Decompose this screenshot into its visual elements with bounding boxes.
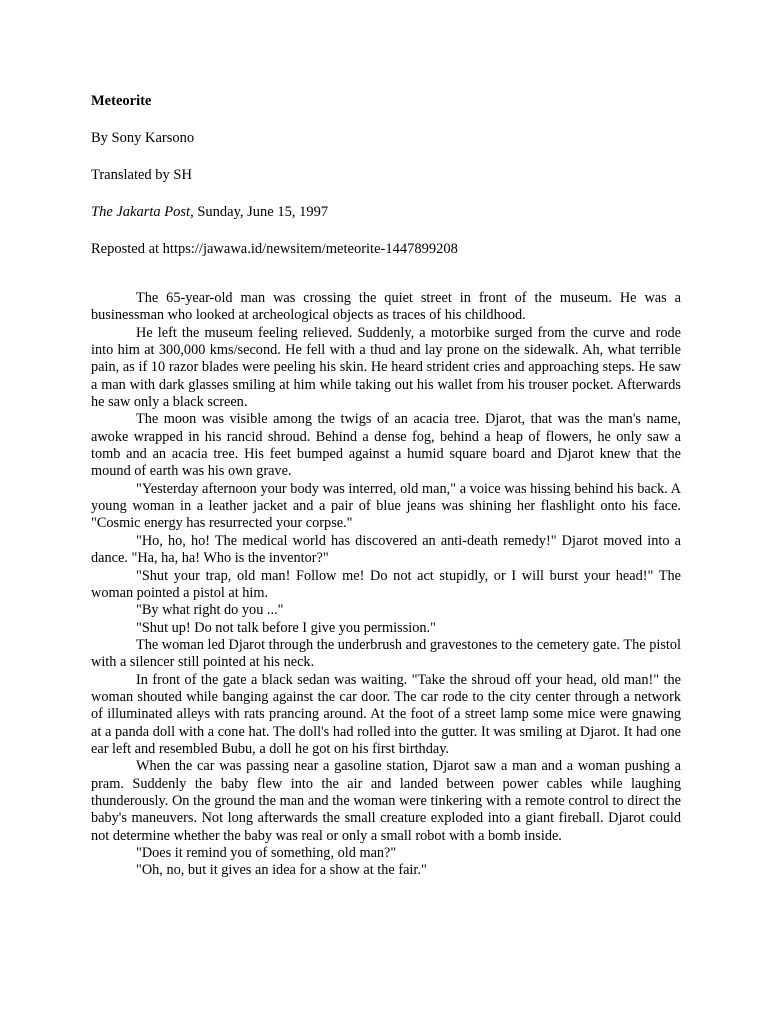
author-byline: By Sony Karsono: [91, 130, 195, 146]
document-title: Meteorite: [91, 93, 152, 109]
story-paragraph: In front of the gate a black sedan was waiting. "Take the shroud off your head, old man!" the woman shouted while banging against the car door. The car rode to the city center through a network of illuminated alleys with rats prancing around. At the foot of a street lamp some mice were gnawing at a panda doll with a cone hat. The doll's had rolled into the gutter. It was smiling at Djarot. It had one ear left and resembled Bubu, a doll he got on his first birthday.: [91, 671, 681, 757]
repost-source: Reposted at https://jawawa.id/newsitem/meteorite-1447899208: [91, 241, 458, 257]
story-paragraph: The woman led Djarot through the underbrush and gravestones to the cemetery gate. The pistol with a silencer still pointed at his neck.: [91, 636, 681, 671]
story-paragraph: The 65-year-old man was crossing the quiet street in front of the museum. He was a businessman who looked at archeological objects as traces of his childhood.: [91, 290, 681, 324]
story-paragraph: "Oh, no, but it gives an idea for a show at the fair.": [136, 862, 427, 879]
document-header: [91, 92, 681, 277]
story-paragraph: "Ho, ho, ho! The medical world has discovered an anti-death remedy!" Djarot moved into a dance. "Ha, ha, ha! Who is the inventor?": [91, 532, 681, 567]
story-paragraph: "Yesterday afternoon your body was interred, old man," a voice was hissing behind his back. A young woman in a leather jacket and a pair of blue jeans was shining her flashlight onto his face. "Cosmic energy has resurrected your corpse.": [91, 480, 681, 532]
story-paragraph: When the car was passing near a gasoline station, Djarot saw a man and a woman pushing a pram. Suddenly the baby flew into the air and landed between power cables while laughing thunderously. On the ground the man and the woman were tinkering with a remote control to direct the baby's maneuvers. Not long afterwards the small creature exploded into a giant fireball. Djarot could not determine whether the baby was real or only a small robot with a bomb inside.: [91, 758, 681, 844]
story-paragraph: "Shut your trap, old man! Follow me! Do not act stupidly, or I will burst your head!" The woman pointed a pistol at him.: [91, 567, 681, 601]
publication-name: The Jakarta Post,: [91, 204, 194, 220]
publication-date: Sunday, June 15, 1997: [193, 204, 329, 220]
story-paragraph: "Does it remind you of something, old man?": [136, 845, 397, 861]
story-paragraph: He left the museum feeling relieved. Suddenly, a motorbike surged from the curve and rode into him at 300,000 kms/second. He fell with a thud and lay prone on the sidewalk. Ah, what terrible pain, as if 10 razor blades were peeling his skin. He heard strident cries and approaching steps. He saw a man with dark glasses smiling at him while taking out his wallet from his trouser pocket. Afterwards he saw only a black screen.: [91, 324, 681, 411]
story-paragraph: "By what right do you ...": [136, 602, 284, 619]
story-paragraph: The moon was visible among the twigs of an acacia tree. Djarot, that was the man's name, awoke wrapped in his rancid shroud. Behind a dense fog, behind a heap of flowers, he only saw a tomb and an acacia tree. His feet bumped against a humid square board and Djarot knew that the mound of earth was his own grave.: [91, 411, 681, 480]
translator-credit: Translated by SH: [91, 167, 192, 183]
publication-info: [91, 203, 681, 221]
story-body: [91, 290, 681, 880]
story-paragraph: "Shut up! Do not talk before I give you permission.": [136, 619, 436, 636]
